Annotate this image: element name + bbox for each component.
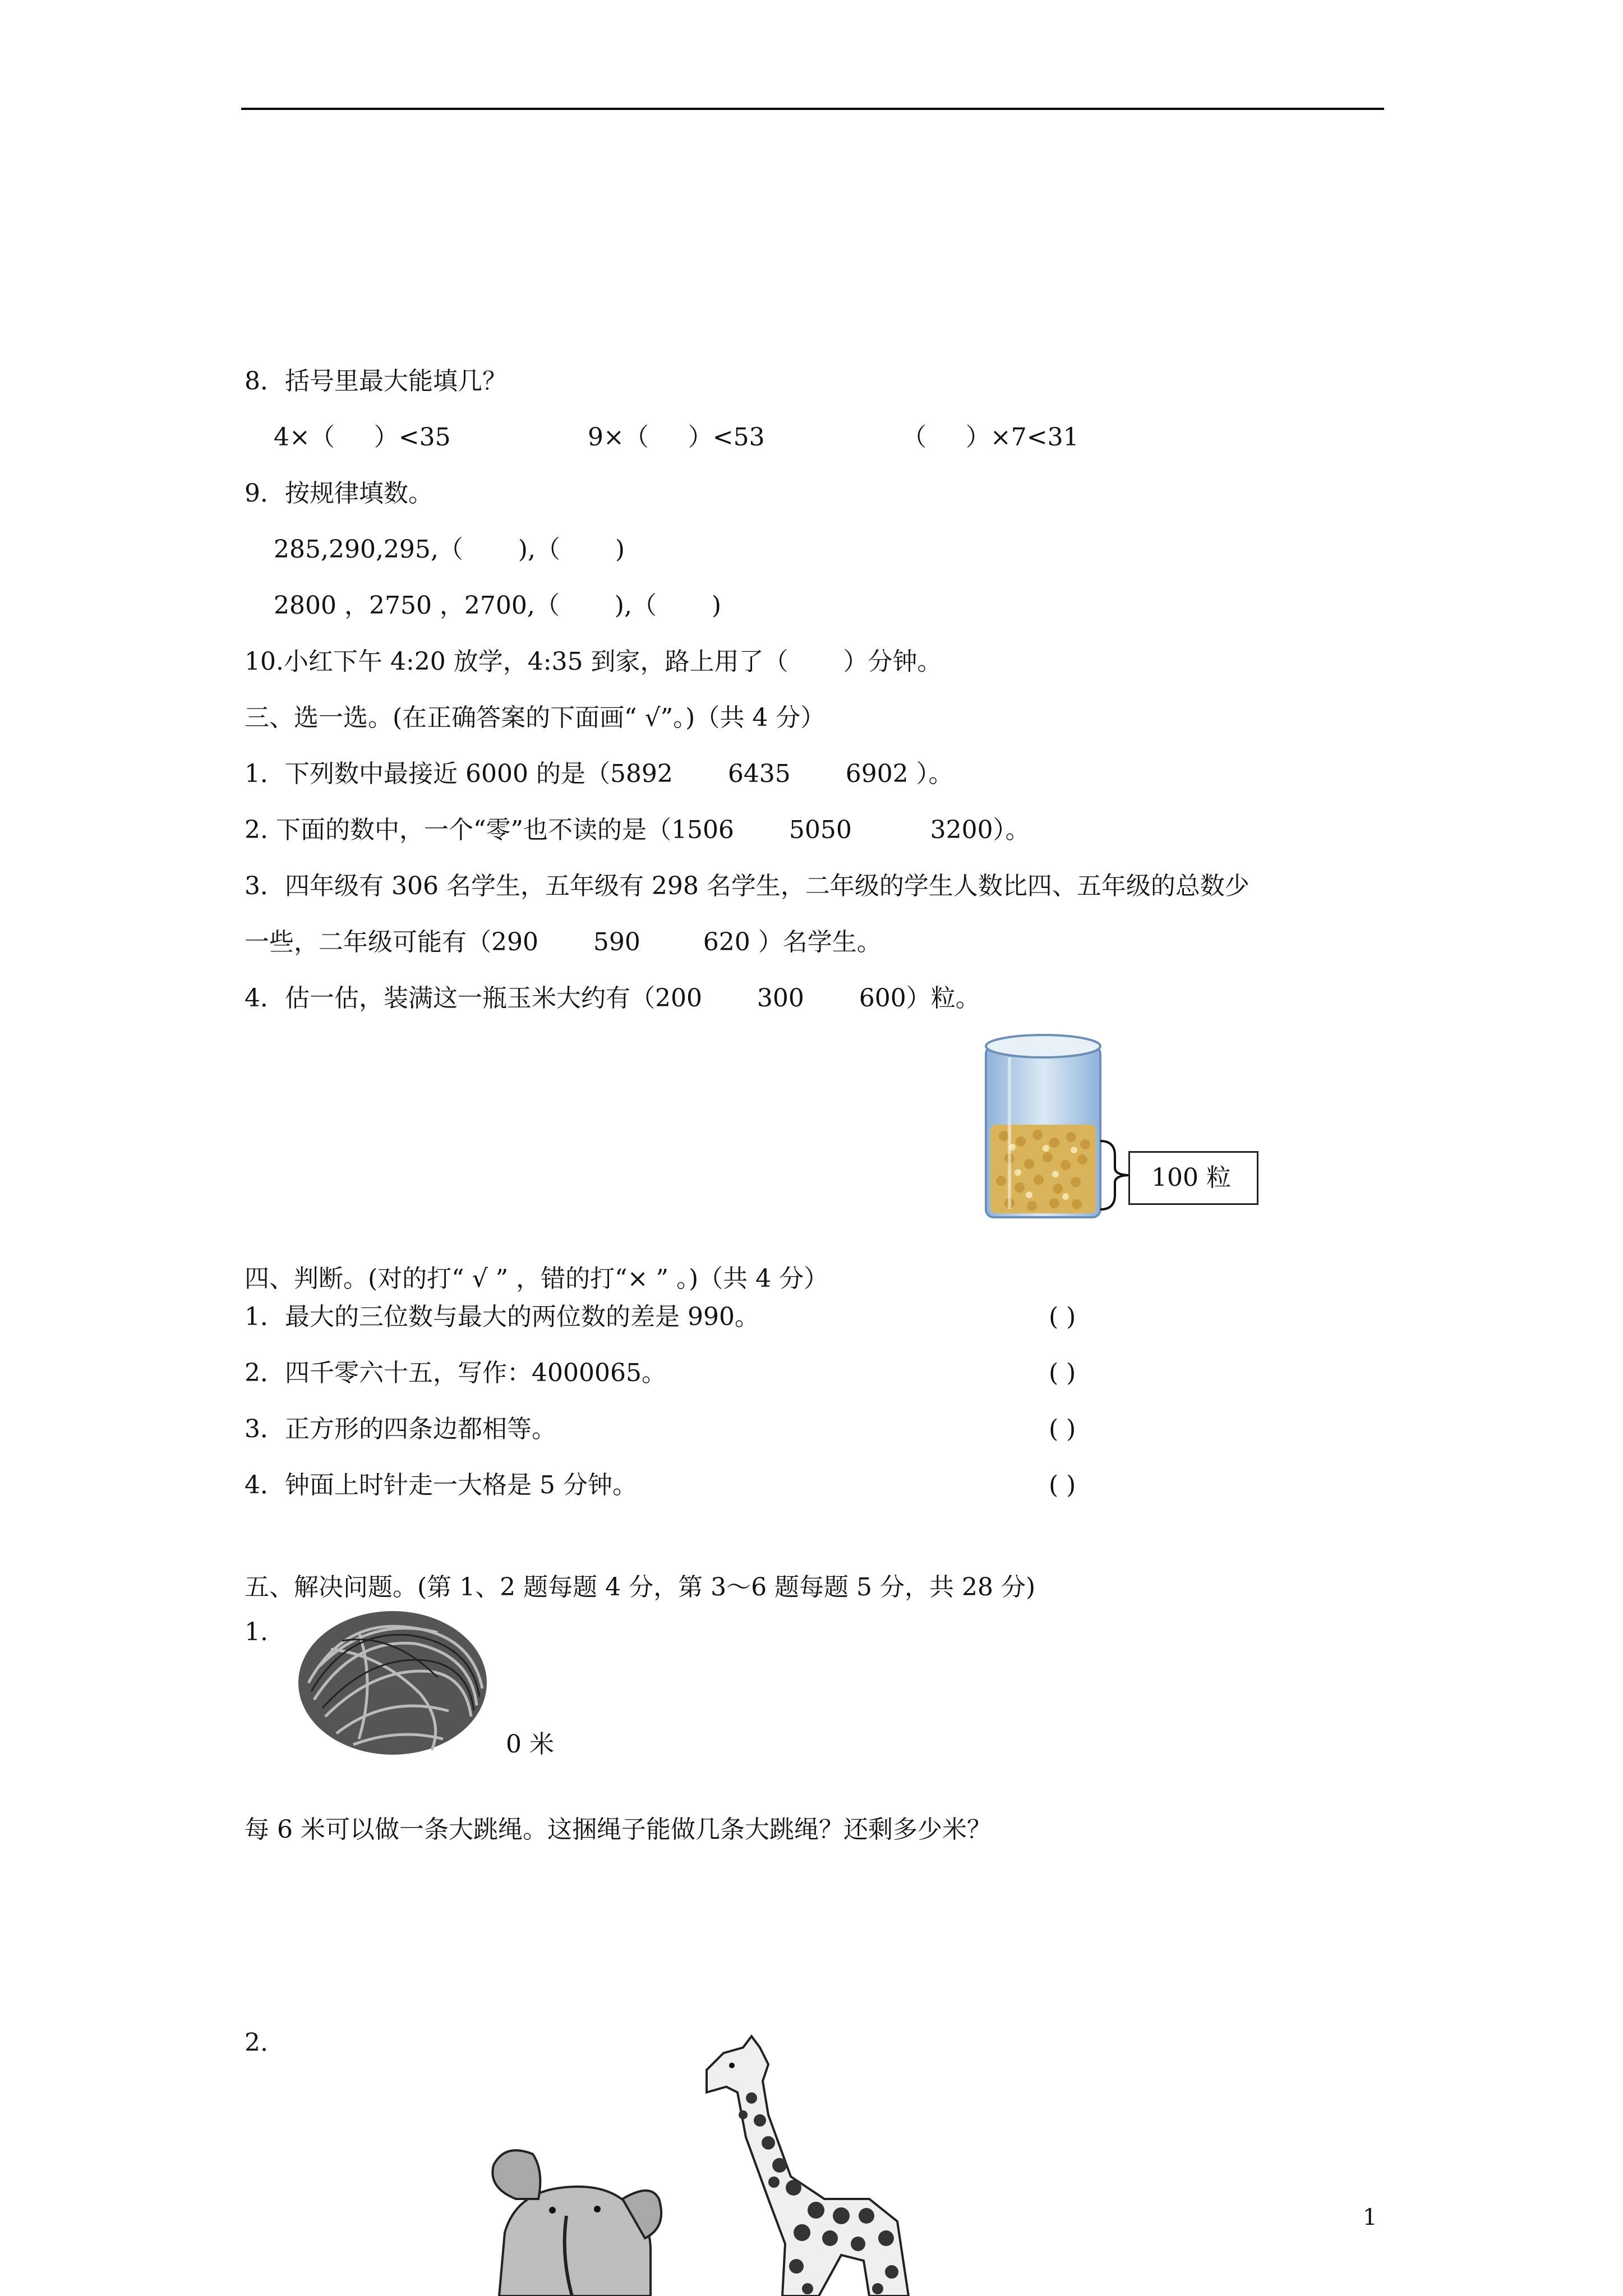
rope-coil-illustration — [292, 1599, 516, 1767]
q9-seq-1: 285,290,295,（ ),（ ) — [274, 535, 625, 564]
q8-item-b: 9×（ ）<53 — [588, 423, 765, 452]
s4-q1: 1．最大的三位数与最大的两位数的差是 990。 — [245, 1303, 759, 1331]
jar-bracket — [1099, 1139, 1133, 1212]
s5-q1-number: 1. — [245, 1618, 268, 1646]
section-4-title: 四、判断。(对的打“ √ ” ，错的打“× ” 。)（共 4 分） — [245, 1264, 829, 1293]
answer-paren[interactable]: ( ) — [1049, 1415, 1076, 1443]
s3-q4: 4．估一估，装满这一瓶玉米大约有（200 300 600）粒。 — [245, 984, 980, 1013]
q9-title: 9．按规律填数。 — [245, 479, 433, 508]
answer-paren[interactable]: ( ) — [1049, 1359, 1076, 1387]
page-number: 1 — [1363, 2205, 1377, 2230]
section-5-title: 五、解决问题。(第 1、2 题每题 4 分，第 3～6 题每题 5 分，共 28 分) — [245, 1573, 1036, 1602]
corn-jar-illustration — [976, 1029, 1110, 1226]
section-3-title: 三、选一选。(在正确答案的下面画“ √”。)（共 4 分） — [245, 703, 826, 732]
s4-q3: 3．正方形的四条边都相等。 — [245, 1415, 556, 1443]
q8-item-c: （ ）×7<31 — [902, 423, 1079, 452]
rope-length-label: 0 米 — [506, 1730, 554, 1759]
header-rule — [241, 108, 1384, 110]
s3-q3-line1: 3．四年级有 306 名学生，五年级有 298 名学生，二年级的学生人数比四、五年级的总数少 — [245, 872, 1249, 900]
s5-q1-text: 每 6 米可以做一条大跳绳。这捆绳子能做几条大跳绳？还剩多少米？ — [245, 1815, 992, 1844]
q8-item-a: 4×（ ）<35 — [274, 423, 451, 452]
jar-count-label: 100 粒 — [1128, 1151, 1258, 1205]
answer-paren[interactable]: ( ) — [1049, 1303, 1076, 1331]
s5-q2-number: 2. — [245, 2028, 268, 2057]
s3-q2: 2. 下面的数中，一个“零”也不读的是（1506 5050 3200）。 — [245, 816, 1030, 844]
s4-q4: 4．钟面上时针走一大格是 5 分钟。 — [245, 1471, 637, 1499]
q8-title: 8．括号里最大能填几？ — [245, 367, 507, 395]
q9-seq-2: 2800 ，2750 ，2700,（ ),（ ) — [274, 591, 722, 620]
q10-text: 10.小红下午 4:20 放学，4:35 到家，路上用了（ ）分钟。 — [245, 647, 942, 676]
answer-paren[interactable]: ( ) — [1049, 1471, 1076, 1499]
elephant-illustration — [482, 2120, 673, 2296]
s3-q1: 1．下列数中最接近 6000 的是（5892 6435 6902 ）。 — [245, 760, 953, 788]
giraffe-illustration — [684, 2031, 931, 2296]
s3-q3-line2: 一些，二年级可能有（290 590 620 ）名学生。 — [245, 928, 882, 956]
s4-q2: 2．四千零六十五，写作：4000065。 — [245, 1359, 666, 1387]
